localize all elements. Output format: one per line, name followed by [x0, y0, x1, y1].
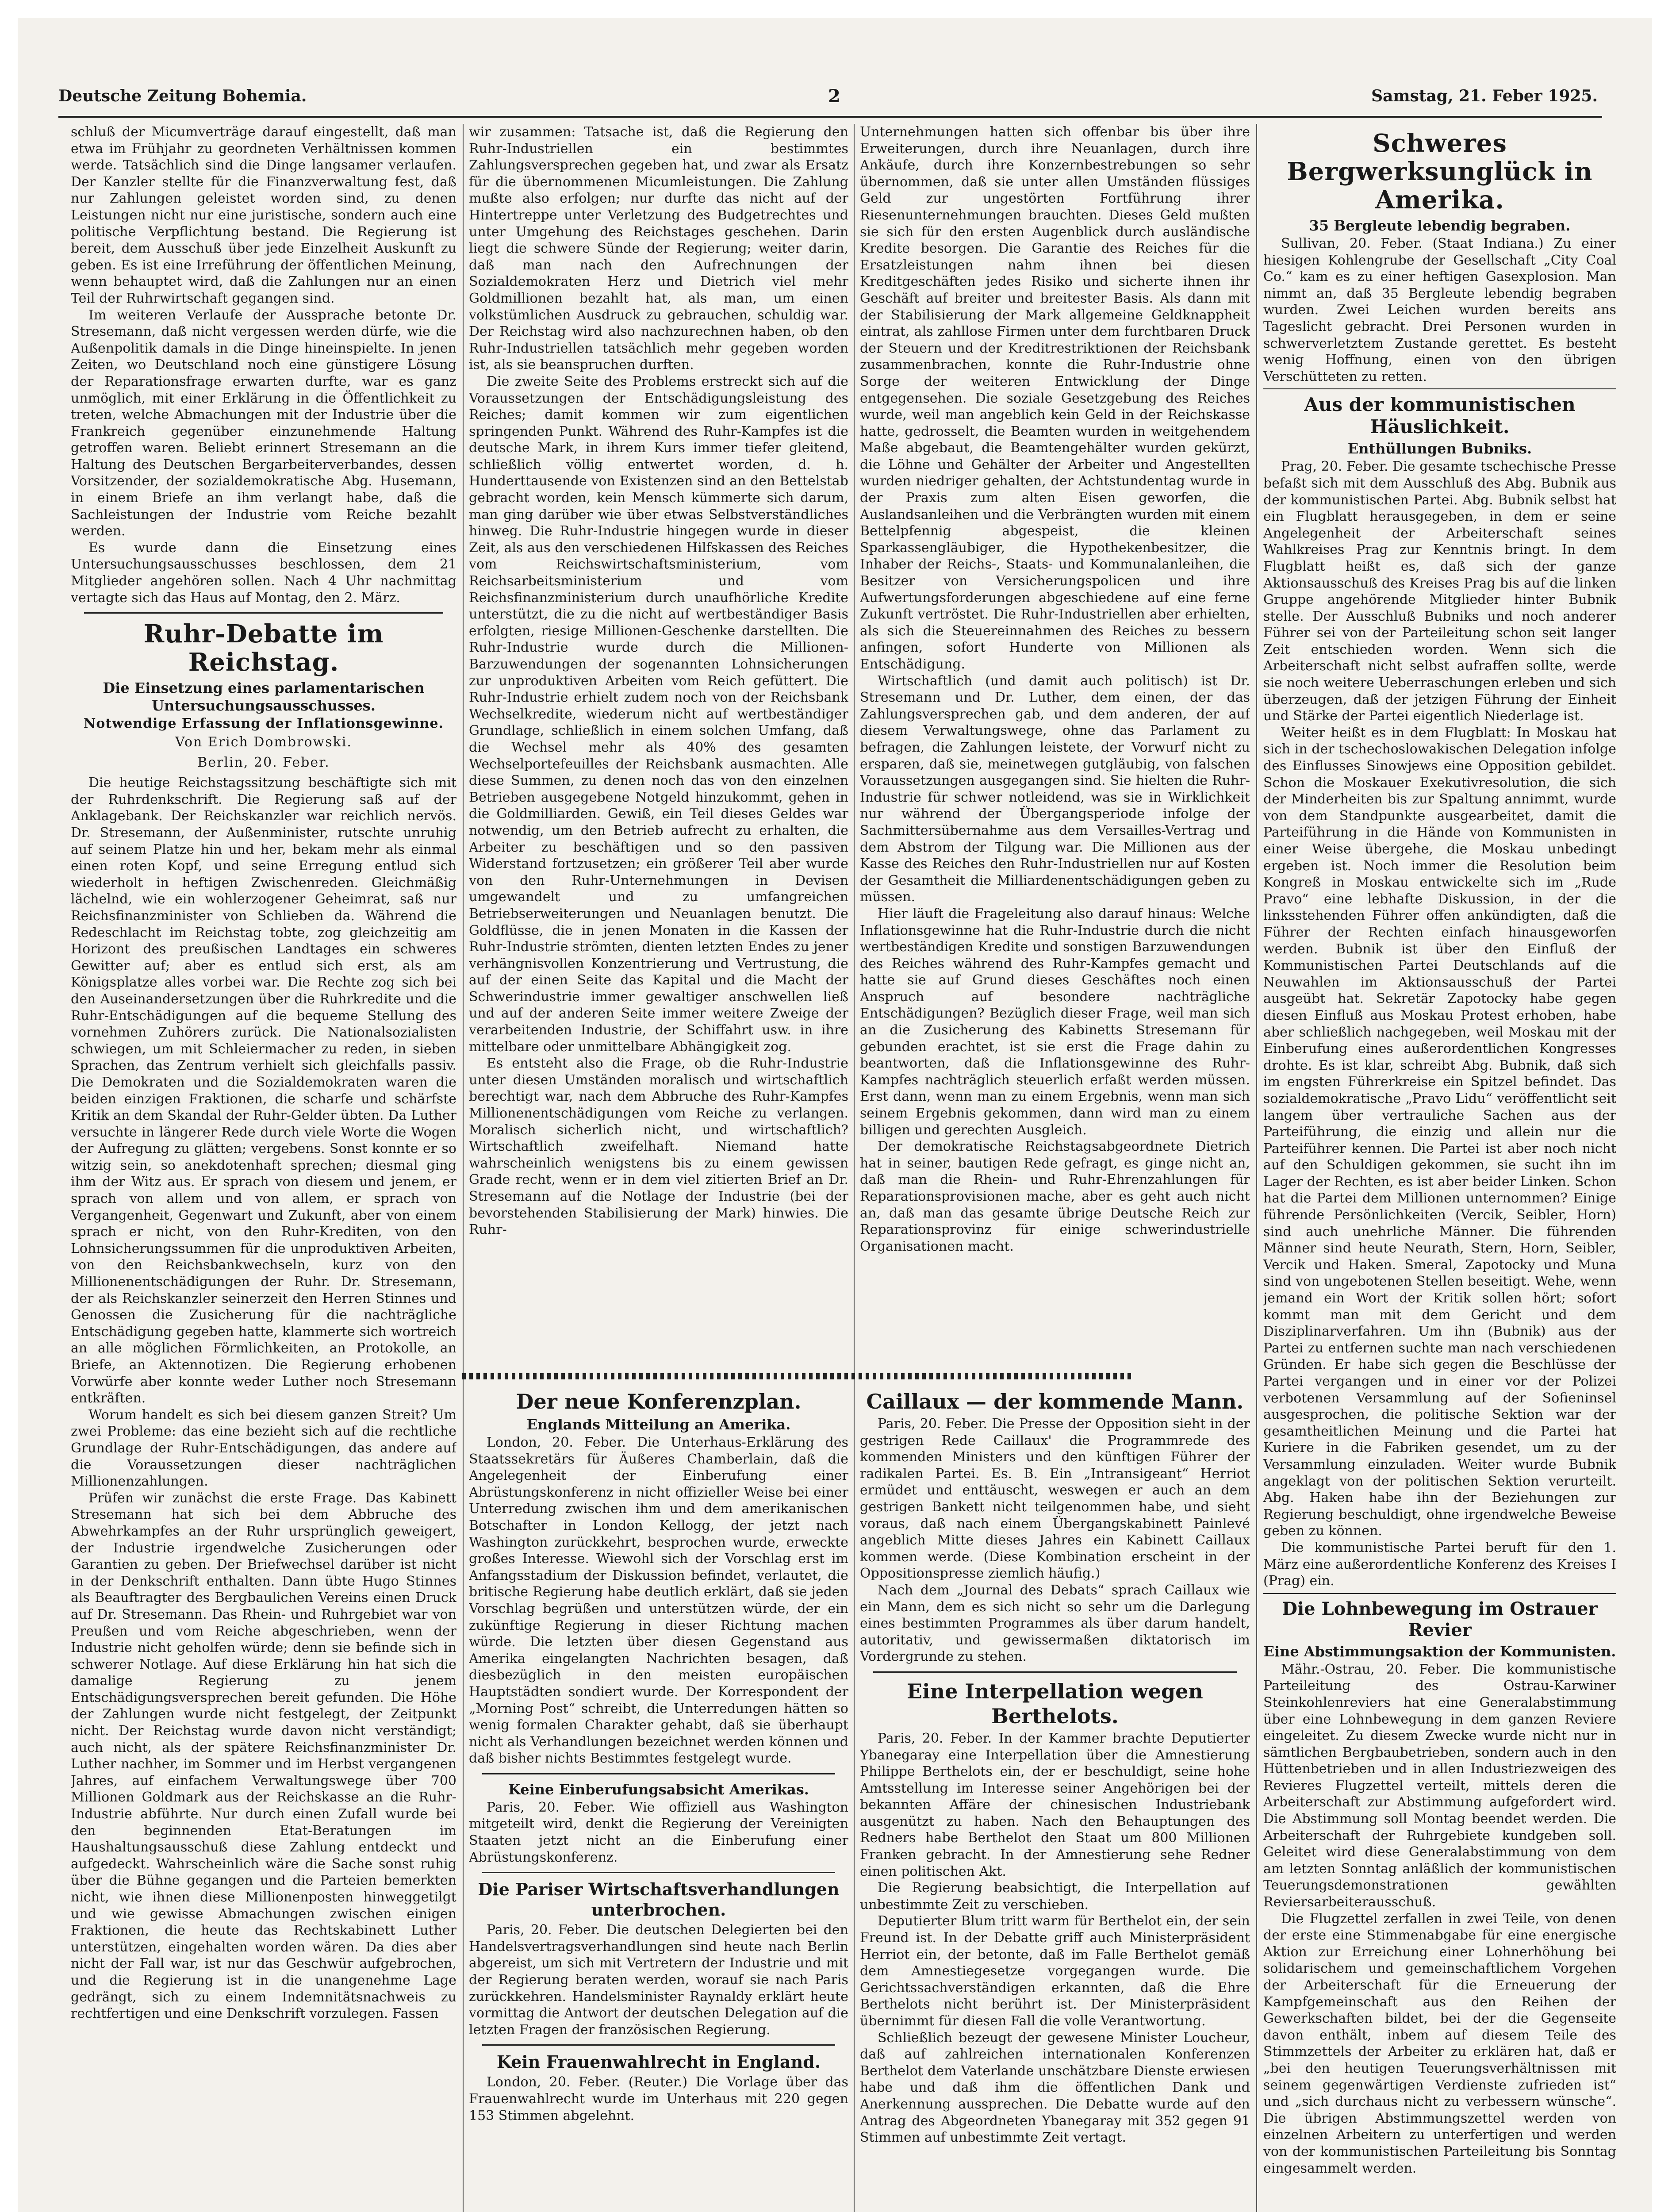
article-subheadline: Englands Mitteilung an Amerika. — [526, 1416, 791, 1433]
article-dateline: Berlin, 20. Feber. — [197, 755, 330, 771]
article-paragraph: London, 20. Feber. Die Unterhaus-Erklärung des Staatssekretärs für Äußeres Chamberlain, daß die Angelegenheit der Einberufung einer Abrüstungskonferenz in nicht offizieller Weise bei einer Unterredung zwischen ihm und dem amerikanischen Botschafter in London Kellogg, der jetzt nach Washington zurückkehrt, besprochen wurde, erweckte großes Interesse. Wiewohl sich der Vorschlag erst im Anfangsstadium der Diskussion befindet, verlautet, die britische Regierung habe deutlich erklärt, daß sie jeden Vorschlag begrüßen und unterstützen würde, der ein zukünftige Regierung in dieser Richtung machen würde. Die letzten über diesen Gegenstand aus Amerika eingelangten Nachrichten besagen, daß diesbezüglich in den meisten europäischen Hauptstädten sondiert wurde. Der Korrespondent der „Morning Post“ schreibt, die Unterredungen hätten so wenig formalen Charakter gehabt, daß sie überhaupt nicht als Verhandlungen bezeichnet werden können und daß bisher nichts Bestimmtes festgelegt wurde. — [469, 1435, 848, 1767]
header-rule — [58, 116, 1602, 118]
article-paragraph: Deputierter Blum tritt warm für Berthelot ein, der sein Freund ist. In der Debatte griff auch Ministerpräsident Herriot ein, der betonte, daß im Falle Berthelot gemäß dem Amnestiegesetze vorgegangen wurde. Die Gerichtssachverständigen erkannten, daß die Ehre Berthelots nicht berührt ist. Der Ministerpräsident übernimmt für diesen Fall die volle Verantwortung. — [860, 1913, 1250, 2029]
column-rule-mid — [854, 1380, 855, 2212]
article-separator — [482, 1773, 835, 1774]
column-rule-3 — [1256, 124, 1257, 2212]
article-subheadline: Enthüllungen Bubniks. — [1347, 440, 1532, 457]
article-paragraph: Im weiteren Verlaufe der Aussprache betonte Dr. Stresemann, daß nicht vergessen werden dürfe, wie die Außenpolitik damals in die Dinge hineinspielte. In jenen Zeiten, wo Deutschland noch eine günstigere Lösung der Reparationsfrage erwarten durfte, war es ganz unmöglich, mit einer Erklärung in die Öffentlichkeit zu treten, welche Abmachungen mit der Industrie über die Frankreich gegenüber einzunehmende Haltung getroffen waren. Beliebt erinnert Stresemann an die Haltung des Deutschen Bergarbeiterverbandes, dessen Vorsitzender, der sozialdemokratische Abg. Husemann, in einem Briefe an ihm verlangt habe, daß die Sachleistungen der Industrie vom Reiche bezahlt werden. — [71, 307, 456, 539]
article-paragraph: Die Regierung beabsichtigt, die Interpellation auf unbestimmte Zeit zu verschieben. — [860, 1880, 1250, 1912]
news-block-caillaux — [860, 1385, 1250, 2212]
column-4 — [1263, 124, 1616, 2212]
article-subheadline: Notwendige Erfassung der Inflationsgewinne. — [83, 716, 444, 732]
page-number: 2 — [828, 86, 840, 107]
article-subheadline: Eine Abstimmungsaktion der Kommunisten. — [1263, 1643, 1616, 1660]
article-paragraph: Nach dem „Journal des Debats“ sprach Caillaux wie ein Mann, dem es sich nicht so sehr um die Darlegung eines bestimmten Programmes als über darum handelt, autoritativ, und gewissermaßen diktatorisch im Vordergrunde zu stehen. — [860, 1582, 1250, 1665]
article-paragraph: Der demokratische Reichstagsabgeordnete Dietrich hat in seiner, bautigen Rede gefragt, es ginge nicht an, daß man die Rhein- und Ruhr-Ehrenzahlungen für Reparationsprovisionen mache, aber es geht auch nicht an, daß man das gesamte übrige Deutsche Reich zur Reparationsprovinz für einige schwerindustrielle Organisationen macht. — [860, 1139, 1250, 1254]
news-block-konferenzplan — [469, 1385, 848, 2212]
article-headline: Keine Einberufungsabsicht Amerikas. — [508, 1781, 809, 1798]
article-paragraph: wir zusammen: Tatsache ist, daß die Regierung den Ruhr-Industriellen ein bestimmtes Zahlungsversprechen gegeben hat, und zwar als Ersatz für die übernommenen Micumleistungen. Die Zahlung mußte also erfolgen; nur durfte das nicht auf der Hintertreppe unter Verletzung des Budgetrechtes und unter Umgehung des Reichstages geschehen. Darin liegt die schwere Sünde der Regierung; weiter darin, daß man nach den Aufrechnungen der Sozialdemokraten Herz und Dietrich viel mehr Goldmillionen bezahlt hat, als man, um einen volkstümlichen Ausdruck zu gebrauchen, schuldig war. Der Reichstag wird also nachzurechnen haben, ob den Ruhr-Industriellen tatsächlich mehr gegeben worden ist, als sie beanspruchen durften. — [469, 124, 848, 373]
column-rule-2 — [854, 124, 855, 1504]
column-1 — [71, 124, 456, 2212]
article-paragraph: Es entsteht also die Frage, ob die Ruhr-Industrie unter diesen Umständen moralisch und wirtschaftlich berechtigt war, nach dem Abbruche des Ruhr-Kampfes Millionenentschädigungen vom Reiche zu verlangen. Moralisch sicherlich nicht, und wirtschaftlich? Wirtschaftlich zweifelhaft. Niemand hatte wahrscheinlich wenigstens bis zu einem gewissen Grade recht, wenn er in dem viel zitierten Brief an Dr. Stresemann auf die Notlage der Industrie (bei der bevorstehenden Stabilisierung der Mark) hinwies. Die Ruhr- — [469, 1056, 848, 1238]
column-3 — [860, 124, 1250, 1380]
article-byline: Von Erich Dombrowski. — [175, 734, 352, 750]
article-paragraph: Die heutige Reichstagssitzung beschäftigte sich mit der Ruhrdenkschrift. Die Regierung saß auf der Anklagebank. Der Reichskanzler war reichlich nervös. Dr. Stresemann, der Außenminister, rutschte unruhig auf seinem Platze hin und her, bekam mehr als einmal einen roten Kopf, und seine Erregung entlud sich wiederholt in heftigen Zwischenreden. Gleichmäßig lächelnd, wie ein wohlerzogener Geheimrat, saß nur Reichsfinanzminister von Schlieben da. Während die Redeschlacht im Reichstag tobte, zog gleichzeitig am Horizont des preußischen Landtages ein schweres Gewitter auf; aber es entlud sich erst, als am Königsplatze alles vorbei war. Die Rechte zog sich bei den Auseinandersetzungen über die Ruhrkredite und die Ruhr-Entschädigungen auf die bequeme Stellung des vornehmen Zuhörers zurück. Die Nationalsozialisten schwiegen, um mit Schleiermacher zu reden, in sieben Sprachen, das Zentrum verhielt sich gleichfalls passiv. Die Demokraten und die Sozialdemokraten waren die beiden einzigen Fraktionen, die scharfe und schärfste Kritik an dem Skandal der Ruhr-Gelder übten. Da Luther versuchte in längerer Rede durch viele Worte die Wogen der Aufregung zu glätten; vergebens. Sonst konnte er so witzig sein, so anekdotenhaft sprechen; diesmal ging ihm der Witz aus. Er sprach von diesem und jenem, er sprach von allem und von allem, er sprach von Vergangenheit, Gegenwart und Zukunft, aber von einem sprach er nicht, von den Ruhr-Krediten, von den Lohnsicherungssummen für die unproduktiven Arbeiten, von den Reichsbankwechseln, kurz von den Millionenentschädigungen der Ruhr. Dr. Stresemann, der als Reichskanzler seinerzeit den Herren Stinnes und Genossen die Zusicherung für die nachträgliche Entschädigung gegeben hatte, klammerte sich wortreich an alle möglichen Förmlichkeiten, an Protokolle, an Briefe, an Aktennotizen. Die Regierung erhobenen Vorwürfe aber konnte weder Luther noch Stresemann entkräften. — [71, 775, 456, 1406]
article-separator — [1263, 388, 1616, 389]
article-headline: Schweres Bergwerksunglück in Amerika. — [1287, 129, 1593, 215]
article-paragraph: Sullivan, 20. Feber. (Staat Indiana.) Zu einer hiesigen Kohlengrube der Gesellschaft „City Coal Co.“ kam es zu einer heftigen Gasexplosion. Man nimmt an, daß 35 Bergleute lebendig begraben wurden. Zwei Leichen wurden bereits ans Tageslicht gebracht. Drei Personen wurden in schwerverletztem Zustande gerettet. Es besteht wenig Hoffnung, einen von den übrigen Verschütteten zu retten. — [1263, 236, 1616, 384]
article-paragraph: Die kommunistische Partei beruft für den 1. März eine außerordentliche Konferenz des Kreises I (Prag) ein. — [1263, 1540, 1616, 1589]
article-paragraph: schluß der Micumverträge darauf eingestellt, daß man etwa im Frühjahr zu geordneten Verhältnissen kommen werde. Tatsächlich sind die Dinge langsamer verlaufen. Der Kanzler stellte für die Finanzverwaltung fest, daß nur Zahlungen geleistet worden sind, zu denen Leistungen nicht nur eine juristische, sondern auch eine politische Verpflichtung bestand. Die Regierung ist bereit, dem Ausschuß über jede Einzelheit Auskunft zu geben. Es ist eine Irreführung der öffentlichen Meinung, wenn behauptet wird, daß die Zahlungen nur an einen Teil der Ruhrwirtschaft gegangen sind. — [71, 124, 456, 306]
article-paragraph: Prag, 20. Feber. Die gesamte tschechische Presse befaßt sich mit dem Ausschluß des Abg. Bubnik aus der kommunistischen Partei. Abg. Bubnik selbst hat ein Flugblatt herausgegeben, in dem er seine Angelegenheit der Arbeiterschaft seines Wahlkreises Prag zur Kenntnis bringt. In dem Flugblatt heißt es, daß sich der ganze Aktionsausschuß des Kreises Prag bis auf die linken Gruppe angehörende Mitglieder hinter Bubnik stelle. Der Ausschluß Bubniks und noch anderer Führer sei von der Parteileitung schon seit langer Zeit entschieden worden. Wenn sich die Arbeiterschaft nicht selbst aufraffen sollte, werde sie noch weitere Ueberraschungen erleben und sich überzeugen, daß der jetzigen Führung der Einheit und Stärke der Partei eigentlich Niederlage ist. — [1263, 459, 1616, 724]
article-paragraph: Es wurde dann die Einsetzung eines Untersuchungsausschusses beschlossen, dem 21 Mitglieder angehören sollen. Nach 4 Uhr nachmittag vertagte sich das Haus auf Montag, den 2. März. — [71, 540, 456, 606]
article-paragraph: Paris, 20. Feber. In der Kammer brachte Deputierter Ybanegaray eine Interpellation über die Amnestierung Philippe Berthelots ein, der er beschuldigt, seine hohe Amtsstellung im Interesse seiner Angehörigen bei der bekannten Affäre der chinesischen Industriebank ausgenützt zu haben. Nach den Behauptungen des Redners habe Berthelot den Staat um 800 Millionen Franken gebracht. In der Amnestierung sehe Redner einen politischen Akt. — [860, 1730, 1250, 1879]
article-headline: Ruhr-Debatte im Reichstag. — [143, 619, 384, 677]
article-paragraph: Mähr.-Ostrau, 20. Feber. Die kommunistische Parteileitung des Ostrau-Karwiner Steinkohlenreviers hat eine Generalabstimmung über eine Lohnbewegung in dem ganzen Reviere eingeleitet. Zu diesem Zwecke wurde nicht nur in sämtlichen Bergbaubetrieben, sondern auch in den Hüttenbetrieben und in allen Industriezweigen des Revieres Flugzettel verteilt, mittels deren die Arbeiterschaft zur Abstimmung aufgefordert wird. Die Abstimmung soll Montag beendet werden. Die Arbeiterschaft der Ruhrgebiete kundgeben soll. Geleitet wird diese Generalabstimmung von dem am letzten Sonntag anläßlich der kommunistischen Teuerungsdemonstrationen gewählten Reviersarbeiterausschuß. — [1263, 1661, 1616, 1910]
article-headline: Der neue Konferenzplan. — [516, 1390, 801, 1413]
article-paragraph: Paris, 20. Feber. Die Presse der Opposition sieht in der gestrigen Rede Caillaux' die Programmrede des kommenden Ministers und den künftigen Führer der radikalen Partei. Es. B. Ein „Intransigeant“ Herriot ermüdet und enttäuscht, weswegen er auch an dem gestrigen Bankett nicht teilgenommen habe, und sieht voraus, daß nach einem Übergangskabinett Painlevé angeblich Mitte dieses Jahres ein Kabinett Caillaux kommen werde. (Diese Kombination erscheint in der Oppositionspresse ziemlich häufig.) — [860, 1416, 1250, 1582]
article-paragraph: Schließlich bezeugt der gewesene Minister Loucheur, daß auf zahlreichen internationalen Konferenzen Berthelot dem Vaterlande unschätzbare Dienste erwiesen habe und daß ihm die öffentlichen Dank und Anerkennung aussprechen. Die Debatte wurde auf den Antrag des Abgeordneten Ybanegaray mit 352 gegen 91 Stimmen auf unbestimmte Zeit vertagt. — [860, 2030, 1250, 2146]
article-paragraph: Hier läuft die Frageleitung also darauf hinaus: Welche Inflationsgewinne hat die Ruhr-Industrie durch die nicht wertbeständigen Kredite und sonstigen Barzuwendungen des Reiches während des Ruhr-Kampfes gemacht und hatte sie auf Grund dieses Geschäftes noch einen Anspruch auf besondere nachträgliche Entschädigungen? Bezüglich dieser Frage, weil man sich an die Zusicherung des Kabinetts Stresemann für gebunden erachtet, ist sie erst die Frage dahin zu beantworten, daß die Inflationsgewinne des Ruhr-Kampfes nachträglich steuerlich erfaßt werden müssen. Erst dann, wenn man zu einem Ergebnis, wenn man sich seinem Ergebnis gekommen, dann wird man zu einem billigen und gerechten Ausgleich. — [860, 906, 1250, 1138]
page-header — [58, 82, 1598, 113]
article-headline: Aus der kommunistischen Häuslichkeit. — [1304, 394, 1576, 438]
article-paragraph: Die Flugzettel zerfallen in zwei Teile, von denen der erste eine Stimmenabgabe für eine energische Aktion zur Erreichung einer Lohnerhöhung bei solidarischem und gemeinschaftlichem Vorgehen der Arbeiterschaft für die Erneuerung der Kampfgemeinschaft aus den Reihen der Gewerkschaften bildet, bei der die Gegenseite davon enthält, inbem auf diesem Teile des Stimmzettels der Arbeiter zu erklären hat, daß er „bei den heutigen Teuerungsverhältnissen mit seinem gegenwärtigen Verdienste zufrieden ist“ und „sich durchaus nicht zu verbessern wünsche“. Die übrigen Abstimmungszettel werden von einzelnen Arbeitern zu unterfertigen und werden von der kommunistischen Parteileitung bis Sonntag eingesammelt werden. — [1263, 1911, 1616, 2176]
article-paragraph: Unternehmungen hatten sich offenbar bis über ihre Erweiterungen, durch ihre Neuanlagen, durch ihre Ankäufe, durch ihre Konzernbestrebungen so sehr übernommen, daß sie unter allen Umständen flüssiges Geld zur ungestörten Fortführung ihrer Riesenunternehmungen brauchten. Dieses Geld mußten sie sich für den ersten Augenblick durch ausländische Kredite besorgen. Die Garantie des Reiches für die Ersatzleistungen nahm ihnen bei diesen Kreditgeschäften jedes Risiko und sicherte ihnen ihr Geschäft auf breiter und breitester Basis. Als dann mit der Stabilisierung der Mark allgemeine Geldknappheit eintrat, als zahllose Firmen unter dem furchtbaren Druck der Steuern und der Kreditrestriktionen der Reichsbank zusammenbrachen, konnte die Ruhr-Industrie ohne Sorge der weiteren Entwicklung der Dinge entgegensehen. Die soziale Gesetzgebung des Reiches wurde, weil man angeblich kein Geld in der Reichskasse hatte, gedrosselt, die Beamten wurden in weitgehendem Maße abgebaut, die Beamtengehälter wurden gekürzt, die Löhne und Gehälter der Arbeiter und Angestellten wurden niedriger gehalten, der Achtstundentag wurde in der Praxis zum alten Eisen geworfen, die Auslandsanleihen und die Verbrängten wurden mit einem Bettelpfennig abgespeist, die kleinen Sparkassengläubiger, die Hypothekenbesitzer, die Inhaber der Reichs-, Staats- und Kommunalanleihen, die Besitzer von Versicherungspolicen und ihre Aufwertungsforderungen abgeschiedene auf eine ferne Zukunft vertröstet. Die Ruhr-Industriellen aber erhielten, als sich die Steuereinnahmen des Reiches zu bessern anfingen, sofort Hunderte von Millionen als Entschädigung. — [860, 124, 1250, 672]
article-headline: Caillaux — der kommende Mann. — [866, 1390, 1244, 1413]
article-separator — [873, 1671, 1237, 1673]
article-paragraph: Prüfen wir zunächst die erste Frage. Das Kabinett Stresemann hat sich bei dem Abbruche des Abwehrkampfes an der Ruhr ursprünglich geweigert, der Industrie irgendwelche Zusicherungen oder Garantien zu geben. Der Briefwechsel darüber ist nicht in der Denkschrift enthalten. Dann übte Hugo Stinnes als Beauftragter des Bergbaulichen Vereins einen Druck auf Dr. Stresemann. Das Rhein- und Ruhrgebiet war von Preußen und vom Reiche abgeschrieben, wenn der Industrie nicht geholfen würde; denn sie befinde sich in schwerer Notlage. Auf diese Erklärung hin hat sich die damalige Regierung zu jenem Entschädigungsversprechen bereit gefunden. Die Höhe der Zahlungen wurde nicht festgelegt, der Zeitpunkt nicht. Der Reichstag wurde davon nicht verständigt; auch nicht, als der spätere Reichsfinanzminister Dr. Luther nachher, im Sommer und im Herbst vergangenen Jahres, auf einfachem Verwaltungswege über 700 Millionen Goldmark aus der Reichskasse an die Ruhr-Industrie abführte. Nur durch einen Zufall wurde bei den beginnenden Etat-Beratungen im Haushaltungsausschuß diese Zahlung entdeckt und aufgedeckt. Wahrscheinlich wäre die Sache sonst ruhig über die Bühne gegangen und die Parteien bemerkten nicht, wie ihnen diese Millionenposten hinweggetilgt und wie gewisse Abmachungen zwischen einigen Fraktionen, die heute das Rechtskabinett Luther unterstützen, eingehalten worden wären. Da dies aber nicht der Fall war, ist nur das Geschwür aufgebrochen, und die Regierung ist in die unangenehme Lage gedrängt, sich zu einem Indemnitätsnachweis zu rechtfertigen und eine Denkschrift vorzulegen. Fassen — [71, 1490, 456, 2022]
article-separator — [482, 2044, 835, 2046]
article-headline: Eine Interpellation wegen Berthelots. — [907, 1679, 1203, 1728]
article-separator — [482, 1872, 835, 1873]
article-subheadline: 35 Bergleute lebendig begraben. — [1309, 217, 1571, 234]
article-headline: Die Lohnbewegung im Ostrauer Revier — [1282, 1598, 1598, 1640]
masthead-title: Deutsche Zeitung Bohemia. — [58, 87, 307, 105]
article-separator — [84, 612, 443, 614]
dotted-separator — [462, 1373, 1135, 1379]
article-subheadline: Die Einsetzung eines parlamentarischen Untersuchungsausschusses. — [103, 680, 425, 714]
article-headline: Die Pariser Wirtschaftsverhandlungen unterbrochen. — [478, 1879, 840, 1920]
article-paragraph: Worum handelt es sich bei diesem ganzen Streit? Um zwei Probleme: das eine bezieht sich auf die rechtliche Grundlage der Ruhr-Entschädigungen, das andere auf die Voraussetzungen dieser nachträglichen Millionenzahlungen. — [71, 1407, 456, 1490]
article-separator — [1263, 1593, 1616, 1594]
article-headline: Kein Frauenwahlrecht in England. — [496, 2052, 821, 2072]
article-paragraph: Paris, 20. Feber. Wie offiziell aus Washington mitgeteilt wird, denkt die Regierung der Vereinigten Staaten jetzt nicht an die Einberufung einer Abrüstungskonferenz. — [469, 1799, 848, 1865]
column-2 — [469, 124, 848, 1380]
article-paragraph: Die zweite Seite des Problems erstreckt sich auf die Voraussetzungen der Entschädigungsleistung des Reiches; damit kommen wir zum eigentlichen springenden Punkt. Während des Ruhr-Kampfes ist die deutsche Mark, in ihrem Kurs immer tiefer gleitend, schließlich völlig entwertet worden, d. h. Hunderttausende von Existenzen sind an den Bettelstab gebracht worden, kein Mensch kümmerte sich darum, man ging darüber wie über etwas Selbstverständliches hinweg. Die Ruhr-Industrie hingegen wurde in dieser Zeit, als aus den verschiedenen Hilfskassen des Reiches vom Reichswirtschaftsministerium, vom Reichsarbeitsministerium und vom Reichsfinanzministerium durch unaufhörliche Kredite unterstützt, die zu die nicht auf wertbeständiger Basis erfolgten, riesige Millionen-Geschenke darstellten. Die Ruhr-Industrie wurde durch die Millionen-Barzuwendungen der sogenannten Lohnsicherungen zur unproduktiven Arbeiten vom Reich gefüttert. Die Ruhr-Industrie erhielt zudem noch von der Reichsbank Wechselkredite, wiederum nicht auf wertbeständiger Grundlage, schließlich in einem solchen Umfang, daß die Wechsel mehr als 40% des gesamten Wechselportefeuilles der Reichsbank ausmachten. Alle diese Summen, zu denen noch das von den einzelnen Betrieben ausgegebene Notgeld hinzukommt, gehen in die Goldmilliarden. Gewiß, ein Teil dieses Geldes war notwendig, um den Betrieb aufrecht zu erhalten, die Arbeiter zu beschäftigen und so den passiven Widerstand fortzusetzen; ein größerer Teil aber wurde von den Ruhr-Unternehmungen in Devisen umgewandelt und zu umfangreichen Betriebserweiterungen und Neuanlagen benutzt. Die Goldflüsse, die in jenen Monaten in die Kassen der Ruhr-Industrie strömten, dienten letzten Endes zu jener verhängnisvollen Konzentrierung und Vertrustung, die auf der einen Seite das Kapital und die Macht der Schwerindustrie immer gewaltiger anschwellen ließ und auf der anderen Seite immer weitere Zweige der verarbeitenden Industrie, der Schiffahrt usw. in ihre mittelbare oder unmittelbare Abhängigkeit zog. — [469, 373, 848, 1055]
issue-date: Samstag, 21. Feber 1925. — [1371, 87, 1598, 105]
article-paragraph: Paris, 20. Feber. Die deutschen Delegierten bei den Handelsvertragsverhandlungen sind heute nach Berlin abgereist, um sich mit Vertretern der Industrie und mit der Regierung beraten werden, worauf sie nach Paris zurückkehren. Handelsminister Raynaldy erklärt heute vormittag die Antwort der deutschen Delegation auf die letzten Fragen der französischen Regierung. — [469, 1922, 848, 2038]
article-paragraph: London, 20. Feber. (Reuter.) Die Vorlage über das Frauenwahlrecht wurde im Unterhaus mit 220 gegen 153 Stimmen abgelehnt. — [469, 2074, 848, 2124]
article-paragraph: Wirtschaftlich (und damit auch politisch) ist Dr. Stresemann und Dr. Luther, dem einen, der das Zahlungsversprechen gab, und dem anderen, der auf diesem Verwaltungswege, ohne das Parlament zu befragen, die Zahlungen leistete, der Vorwurf nicht zu ersparen, daß sie, meinetwegen gutgläubig, von falschen Voraussetzungen ausgegangen sind. Sie hielten die Ruhr-Industrie für schwer notleidend, was sie in Wirklichkeit nur während der Übergangsperiode infolge der Sachmittersübernahme aus dem Versailles-Vertrag und dem Abstrom der Tilgung war. Die Millionen aus der Kasse des Reiches den Ruhr-Industriellen nur auf Kosten der Gesamtheit die Milliardenentschädigungen geben zu müssen. — [860, 673, 1250, 905]
article-paragraph: Weiter heißt es in dem Flugblatt: In Moskau hat sich in der tschechoslowakischen Delegation infolge des Einflusses Sinowjews eine Opposition gebildet. Schon die Moskauer Exekutivresolution, die sich der Minderheiten bis zur Spaltung annimmt, wurde von dem Standpunkte ausgearbeitet, damit die Parteiführung in die Hände von Kommunisten in einer Weise übergehe, die Moskau unbedingt ergeben ist. Noch immer die Resolution beim Kongreß in Moskau entwickelte sich im „Rude Pravo“ eine lebhafte Diskussion, in der die linksstehenden Führer offen ankündigten, daß die Führer der Rechten einfach hinausgeworfen werden. Bubnik ist über den Einfluß der Kommunistischen Partei Deutschlands auf die Neuwahlen im Aktionsausschuß der Partei ausgeübt hat. Sekretär Zapotocky habe gegen diesen Einfluß aus Moskau Protest erhoben, habe aber schließlich nachgegeben, weil Moskau mit der Einberufung eines außerordentlichen Kongresses drohte. Es ist klar, schreibt Abg. Bubnik, daß sich im engsten Führerkreise ein Spitzel befindet. Das sozialdemokratische „Pravo Lidu“ veröffentlicht seit langem über vertrauliche Sachen aus der Parteiführung, die einzig und allein nur die Parteiführer kennen. Die Partei ist aber noch nicht auf den Schuldigen gekommen, sie sucht ihn im Lager der Rechten, es ist aber beider Linken. Schon hat die Partei dem Millionen unternommen? Einige führende Persönlichkeiten (Vercik, Seibler, Horn) sind auch unehrliche Männer. Die führenden Männer sind heute Neurath, Stern, Horn, Seibler, Vercik und Haken. Smeral, Zapotocky und Muna sind von ungebotenen Stellen beseitigt. Wehe, wenn jemand ein Wort der Kritik sollen hört; sofort kommt man mit dem Gericht und dem Disziplinarverfahren. Um ihn (Bubnik) aus der Partei zu entfernen suchte man nach verschiedenen Gründen. Er habe sich gegen die Beschlüsse der Partei vergangen und in einer vor der Polizei verbotenen Versammlung auf der Sofieninsel ausgesprochen, die politische Sektion war der gesamtheitlichen Meinung und die Partei hat Kuriere in die Fabriken gesendet, um zu der Versammlung einzuladen. Weiter wurde Bubnik angeklagt von der politischen Sektion verurteilt. Abg. Haken habe ihn der Beziehungen zur Regierung beschuldigt, ohne irgendwelche Beweise geben zu können. — [1263, 725, 1616, 1539]
column-rule-1 — [463, 124, 464, 2212]
